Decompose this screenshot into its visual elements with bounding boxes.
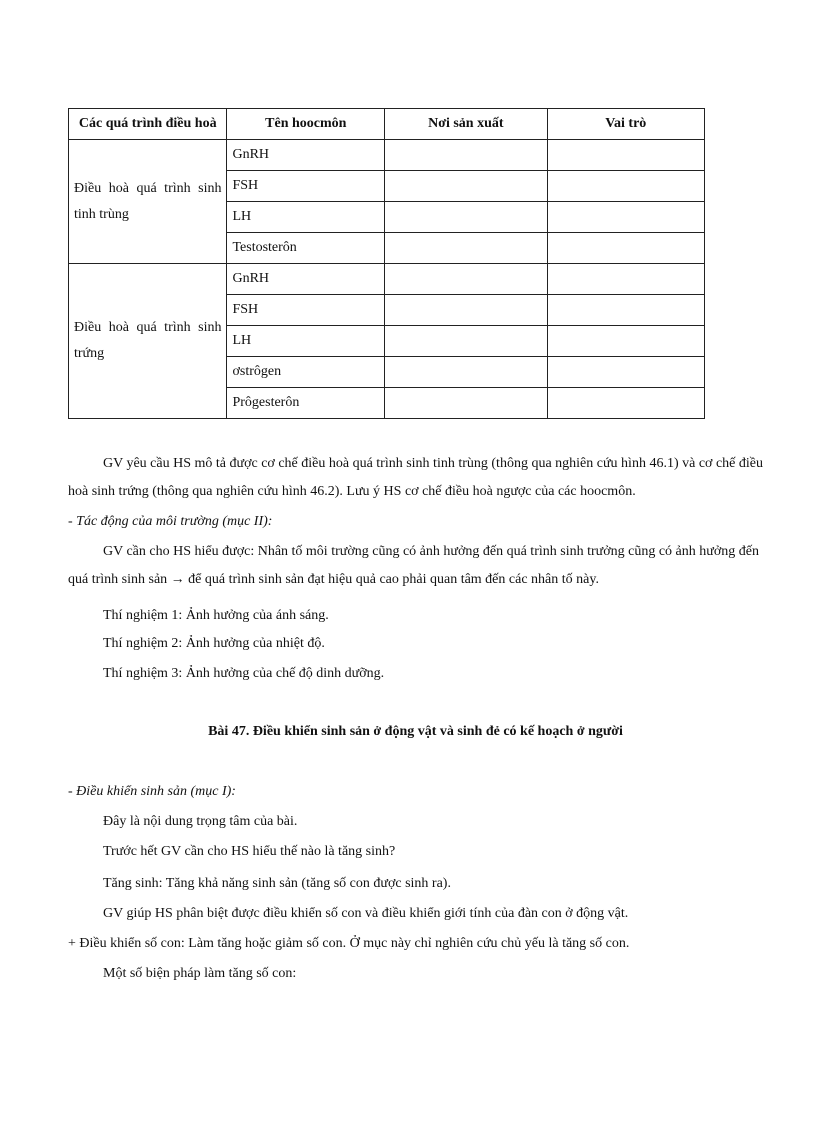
line-question: Trước hết GV cần cho HS hiểu thế nào là tăng sinh? bbox=[103, 844, 396, 859]
heading-reproduction-control: - Điều khiển sinh sản (mục I): bbox=[68, 784, 236, 799]
hormone-cell: ơstrôgen bbox=[227, 357, 385, 388]
process-cell-egg: Điều hoà quá trình sinh trứng bbox=[69, 264, 227, 419]
experiment-2: Thí nghiệm 2: Ảnh hưởng của nhiệt độ. bbox=[103, 636, 325, 651]
production-site-cell bbox=[385, 326, 547, 357]
line-focus: Đây là nội dung trọng tâm của bài. bbox=[103, 814, 298, 829]
production-site-cell bbox=[385, 264, 547, 295]
lesson-title: Bài 47. Điều khiển sinh sản ở động vật và sinh đẻ có kế hoạch ở người bbox=[208, 724, 623, 739]
heading-environment-effect: - Tác động của môi trường (mục II): bbox=[68, 514, 273, 529]
role-cell bbox=[547, 326, 704, 357]
role-cell bbox=[547, 357, 704, 388]
table-row bbox=[69, 140, 705, 171]
production-site-cell bbox=[385, 388, 547, 419]
paragraph-hormone-regulation: GV yêu cầu HS mô tả được cơ chế điều hoà quá trình sinh tinh trùng (thông qua nghiên cứu hình 46.1) và cơ chế điều hoà sinh trứng (thông qua nghiên cứu hình 46.2). Lưu ý HS cơ chế điều hoà ngược của các hoocmôn. bbox=[68, 456, 763, 499]
role-cell bbox=[547, 202, 704, 233]
process-cell-sperm: Điều hoà quá trình sinh tinh trùng bbox=[69, 140, 227, 264]
paragraph-environment: GV cần cho HS hiểu được: Nhân tố môi trường cũng có ảnh hưởng đến quá trình sinh trưởng cũng có ảnh hưởng đến quá trình sinh sản → để quá trình sinh sản đạt hiệu quả cao phải quan tâm đến các nhân tố này. bbox=[68, 544, 759, 587]
production-site-cell bbox=[385, 357, 547, 388]
line-measures: Một số biện pháp làm tăng số con: bbox=[103, 966, 297, 981]
hormone-cell: Testosterôn bbox=[227, 233, 385, 264]
production-site-cell bbox=[385, 295, 547, 326]
experiment-1: Thí nghiệm 1: Ảnh hưởng của ánh sáng. bbox=[103, 608, 329, 623]
hormone-cell: FSH bbox=[227, 295, 385, 326]
table-header-row bbox=[69, 109, 705, 140]
hormone-cell: GnRH bbox=[227, 140, 385, 171]
production-site-cell bbox=[385, 140, 547, 171]
role-cell bbox=[547, 140, 704, 171]
production-site-cell bbox=[385, 202, 547, 233]
hormone-cell: LH bbox=[227, 202, 385, 233]
experiment-3: Thí nghiệm 3: Ảnh hưởng của chế độ dinh dưỡng. bbox=[103, 666, 385, 681]
role-cell bbox=[547, 233, 704, 264]
header-process: Các quá trình điều hoà bbox=[69, 109, 227, 140]
line-definition: Tăng sinh: Tăng khả năng sinh sản (tăng số con được sinh ra). bbox=[103, 876, 451, 891]
header-hormone-name: Tên hoocmôn bbox=[227, 109, 385, 140]
role-cell bbox=[547, 264, 704, 295]
production-site-cell bbox=[385, 233, 547, 264]
line-offspring-control: + Điều khiển số con: Làm tăng hoặc giảm số con. Ở mục này chỉ nghiên cứu chủ yếu là tăng số con. bbox=[68, 936, 630, 951]
line-distinguish: GV giúp HS phân biệt được điều khiển số con và điều khiển giới tính của đàn con ở động vật. bbox=[103, 906, 629, 921]
hormone-cell: GnRH bbox=[227, 264, 385, 295]
role-cell bbox=[547, 171, 704, 202]
table-row bbox=[69, 264, 705, 295]
hormone-cell: LH bbox=[227, 326, 385, 357]
role-cell bbox=[547, 388, 704, 419]
header-role: Vai trò bbox=[547, 109, 704, 140]
hormone-cell: FSH bbox=[227, 171, 385, 202]
production-site-cell bbox=[385, 171, 547, 202]
hormone-cell: Prôgesterôn bbox=[227, 388, 385, 419]
header-production-site: Nơi sản xuất bbox=[385, 109, 547, 140]
hormone-table bbox=[68, 108, 705, 419]
role-cell bbox=[547, 295, 704, 326]
